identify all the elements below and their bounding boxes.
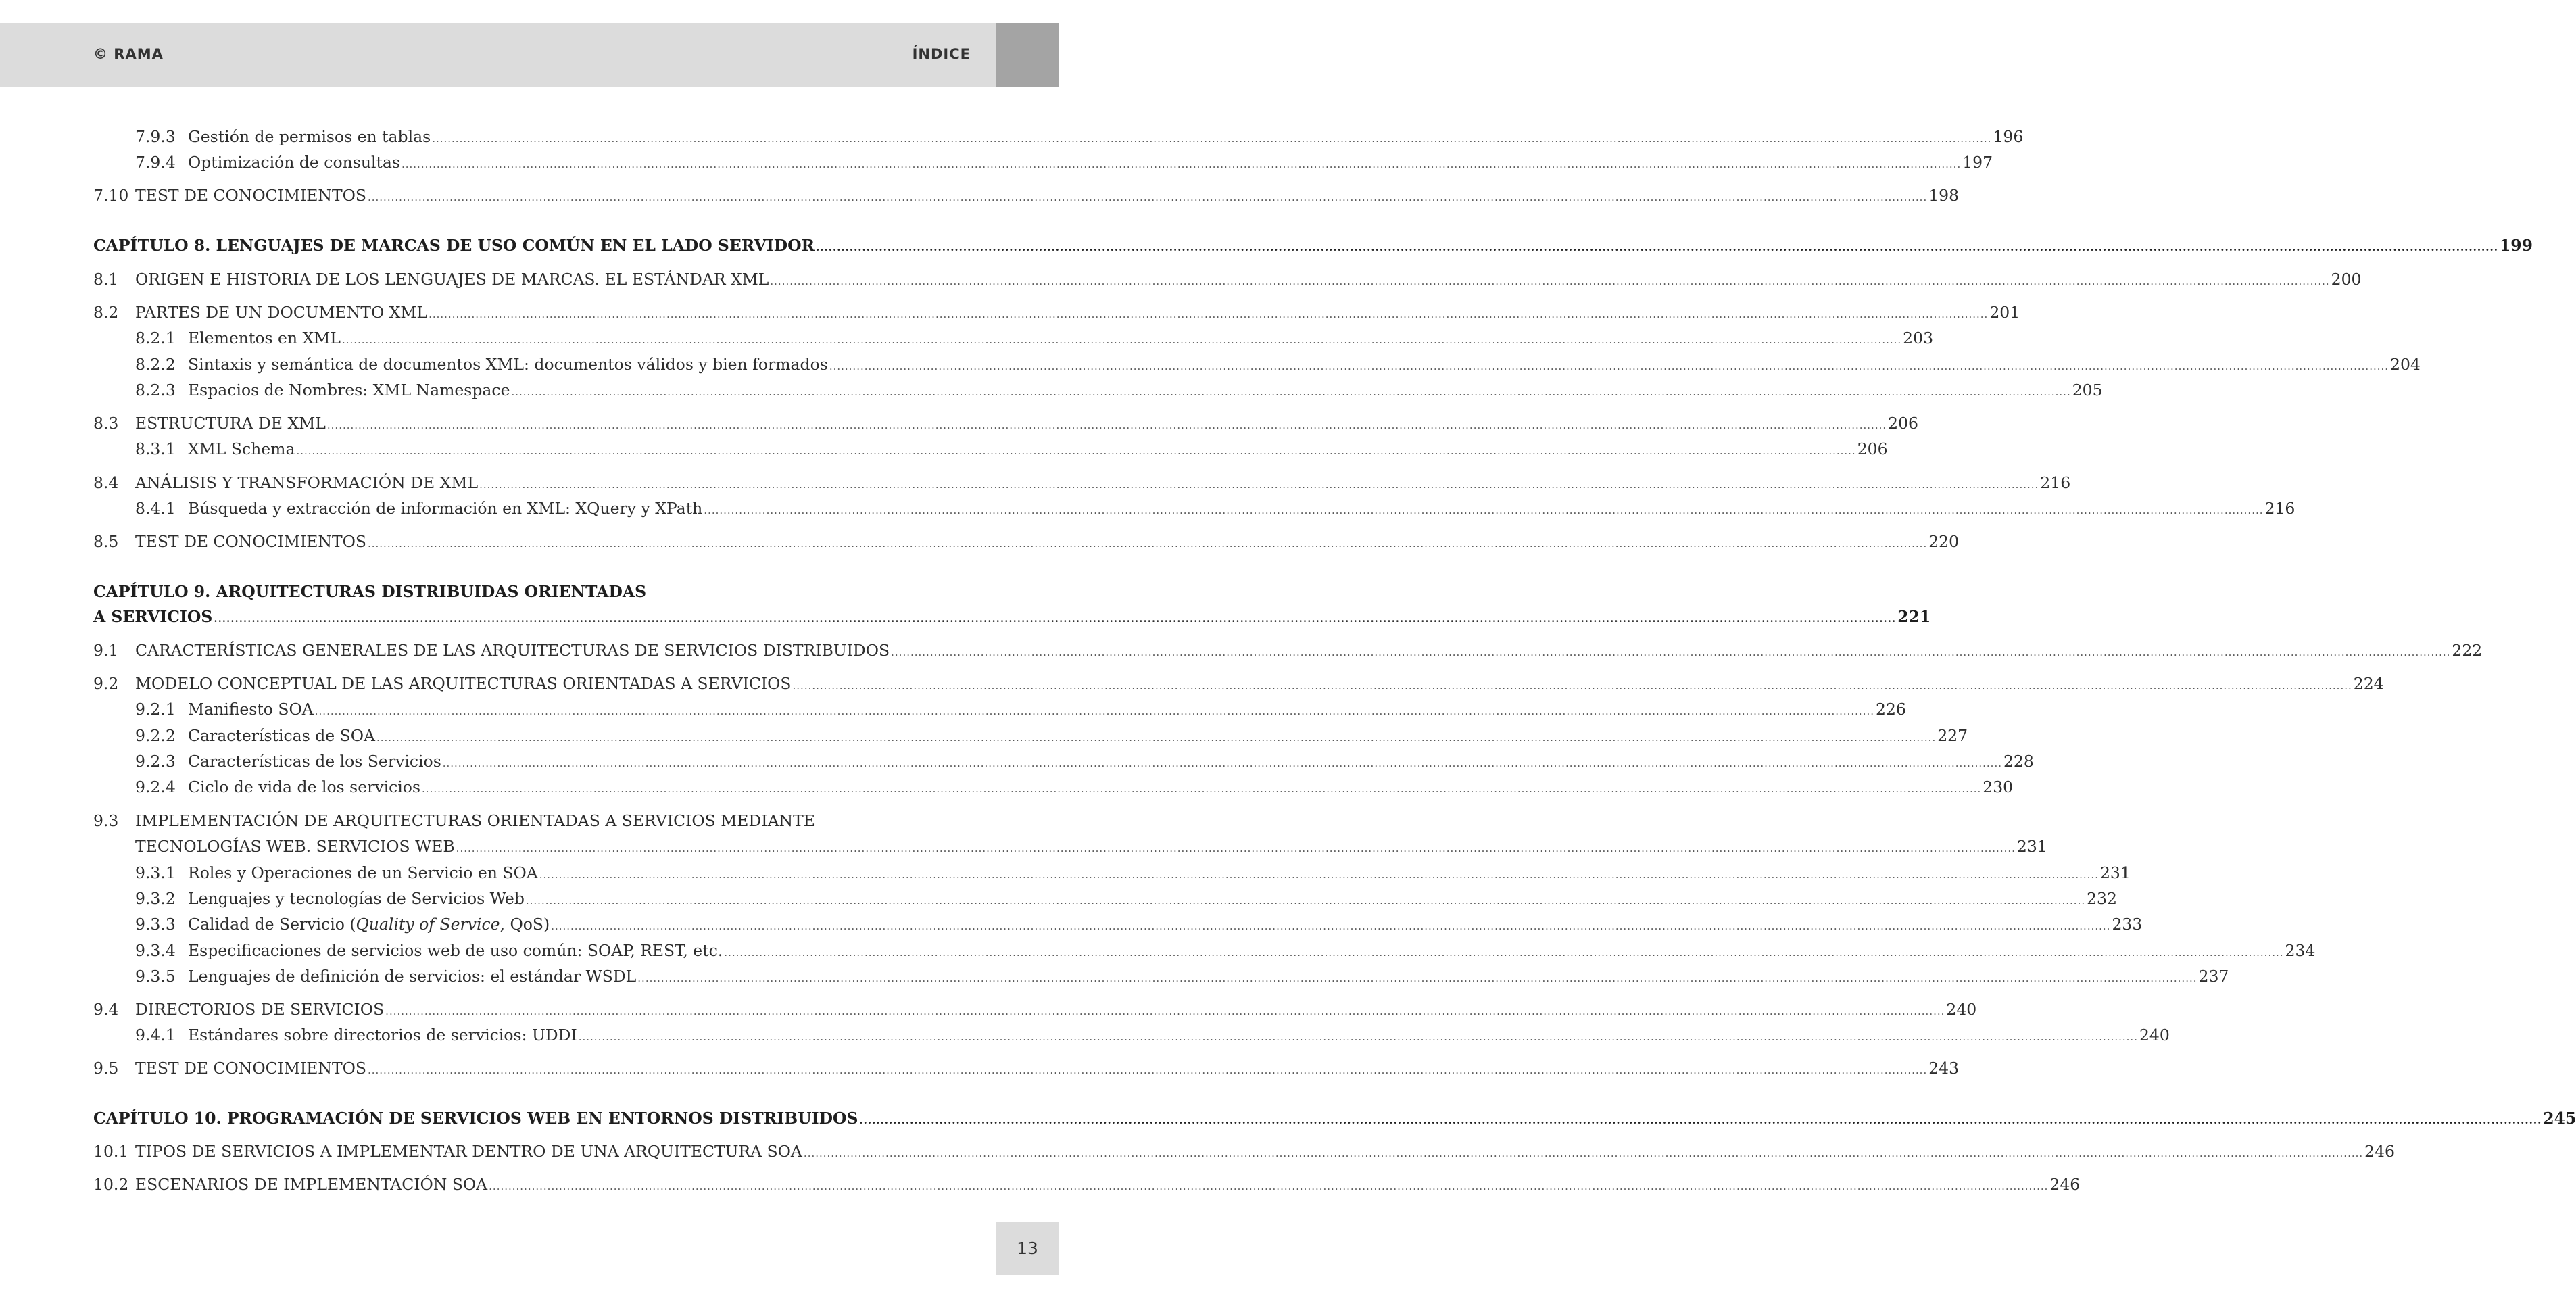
entry-page: 233	[2112, 915, 2143, 934]
dot-leader	[432, 127, 1991, 150]
entry-page: 243	[1928, 1059, 1960, 1078]
entry-title-italic: Quality of Service	[356, 915, 500, 934]
dot-leader	[368, 186, 1927, 209]
entry-title: TECNOLOGÍAS WEB. SERVICIOS WEB	[135, 837, 455, 856]
toc-entry[interactable]	[93, 861, 2131, 884]
toc-entry[interactable]	[135, 835, 2047, 858]
chapter-title: CAPÍTULO 10. PROGRAMACIÓN DE SERVICIOS WEB EN ENTORNOS DISTRIBUIDOS	[93, 1109, 858, 1128]
entry-number: 9.4	[93, 1000, 119, 1019]
header-copyright: © RAMA	[93, 46, 164, 62]
entry-title: Optimización de consultas	[188, 153, 400, 172]
entry-page: 205	[2072, 381, 2103, 400]
entry-number: 9.3.5	[135, 967, 176, 986]
toc-entry[interactable]	[93, 672, 2384, 695]
entry-number: 8.4.1	[135, 499, 176, 518]
entry-title: Búsqueda y extracción de información en XML: XQuery y XPath	[188, 499, 703, 518]
toc-entry[interactable]	[93, 151, 1993, 174]
toc-entry[interactable]	[93, 750, 2034, 773]
entry-number: 7.9.3	[135, 127, 176, 146]
toc-entry[interactable]	[93, 1057, 1960, 1080]
entry-page: 197	[1962, 153, 1993, 172]
entry-page: 231	[2016, 837, 2047, 856]
entry-page: 230	[1983, 777, 2014, 796]
entry-number: 10.2	[93, 1175, 129, 1194]
dot-leader	[429, 303, 1988, 326]
entry-number: 8.2.3	[135, 381, 176, 400]
dot-leader	[891, 641, 2450, 664]
toc-entry[interactable]	[93, 301, 2020, 324]
entry-title: Sintaxis y semántica de documentos XML: documentos válidos y bien formados	[188, 355, 828, 374]
page-number: 13	[1017, 1239, 1038, 1258]
chapter-page: 245	[2543, 1109, 2576, 1128]
toc-entry[interactable]	[93, 353, 2421, 376]
toc-entry[interactable]	[93, 913, 2143, 936]
entry-number: 9.5	[93, 1059, 119, 1078]
entry-page: 216	[2264, 499, 2295, 518]
entry-title: DIRECTORIOS DE SERVICIOS	[135, 1000, 385, 1019]
entry-number: 9.2.2	[135, 726, 176, 745]
entry-number: 9.3.1	[135, 863, 176, 882]
dot-leader	[376, 726, 1936, 749]
dot-leader	[511, 381, 2070, 404]
entry-number: 8.1	[93, 270, 119, 289]
entry-page: 237	[2198, 967, 2229, 986]
entry-number: 7.9.4	[135, 153, 176, 172]
toc-entry[interactable]	[93, 724, 1968, 747]
entry-title: XML Schema	[188, 439, 295, 458]
entry-number: 9.3	[93, 811, 119, 830]
toc-entry[interactable]	[93, 698, 1906, 721]
entry-page: 246	[2364, 1142, 2396, 1161]
entry-number: 8.4	[93, 473, 119, 492]
entry-number: 9.3.3	[135, 915, 176, 934]
entry-title: MODELO CONCEPTUAL DE LAS ARQUITECTURAS ORIENTADAS A SERVICIOS	[135, 674, 792, 693]
entry-page: 232	[2087, 889, 2117, 908]
entry-number: 8.2.2	[135, 355, 176, 374]
entry-title: TEST DE CONOCIMIENTOS	[135, 532, 366, 551]
entry-title: ORIGEN E HISTORIA DE LOS LENGUAJES DE MARCAS. EL ESTÁNDAR XML	[135, 270, 769, 289]
dot-leader	[859, 1109, 2542, 1132]
entry-page: 204	[2390, 355, 2421, 374]
dot-leader	[402, 153, 1961, 176]
entry-page: 203	[1903, 329, 1934, 347]
entry-title: ESTRUCTURA DE XML	[135, 414, 326, 433]
entry-number: 8.3	[93, 414, 119, 433]
toc-entry[interactable]	[93, 1173, 2081, 1196]
entry-title-text: Calidad de Servicio (	[188, 915, 356, 934]
entry-page: 200	[2331, 270, 2362, 289]
toc-entry[interactable]	[93, 998, 1977, 1021]
toc-entry[interactable]	[93, 775, 2014, 798]
toc-entry[interactable]	[93, 965, 2229, 988]
entry-number: 8.2	[93, 303, 119, 322]
dot-leader	[422, 777, 1981, 800]
toc-entry-line1	[93, 809, 815, 832]
dot-leader	[793, 674, 2352, 697]
entry-page: 231	[2099, 863, 2131, 882]
dot-leader	[579, 1026, 2138, 1049]
entry-title: Roles y Operaciones de un Servicio en SOA	[188, 863, 538, 882]
toc-entry[interactable]	[93, 437, 1888, 460]
entry-number: 8.5	[93, 532, 119, 551]
dot-leader	[704, 499, 2263, 522]
entry-page: 222	[2452, 641, 2483, 660]
dot-leader	[456, 837, 2016, 860]
entry-page: 220	[1928, 532, 1960, 551]
entry-page: 240	[2139, 1026, 2170, 1044]
entry-title-text: , QoS)	[500, 915, 550, 934]
entry-page: 224	[2353, 674, 2384, 693]
dot-leader	[770, 270, 2329, 293]
entry-title: Especificaciones de servicios web de uso común: SOAP, REST, etc.	[188, 941, 723, 960]
entry-title: Estándares sobre directorios de servicios: UDDI	[188, 1026, 577, 1044]
entry-title: ANÁLISIS Y TRANSFORMACIÓN DE XML	[135, 473, 479, 492]
entry-title	[188, 913, 550, 936]
toc-entry[interactable]	[93, 268, 2362, 291]
dot-leader	[342, 329, 1901, 352]
chapter-page: 199	[2499, 236, 2533, 255]
toc-entry[interactable]	[93, 639, 2483, 662]
entry-number: 10.1	[93, 1142, 129, 1161]
chapter-entry[interactable]	[93, 234, 2533, 257]
dot-leader	[214, 607, 1896, 630]
dot-leader	[368, 1059, 1927, 1082]
toc-entry[interactable]	[93, 327, 1934, 350]
header-section-title: ÍNDICE	[912, 46, 971, 62]
chapter-page: 221	[1897, 607, 1931, 626]
dot-leader	[637, 967, 2197, 990]
entry-title: Ciclo de vida de los servicios	[188, 777, 421, 796]
dot-leader	[479, 473, 2039, 496]
entry-title: Espacios de Nombres: XML Namespace	[188, 381, 510, 400]
dot-leader	[315, 700, 1874, 723]
entry-title: Lenguajes y tecnologías de Servicios Web	[188, 889, 525, 908]
entry-number: 8.2.1	[135, 329, 176, 347]
entry-page: 227	[1937, 726, 1968, 745]
entry-number: 9.2	[93, 674, 119, 693]
entry-number: 9.3.4	[135, 941, 176, 960]
entry-number: 9.2.4	[135, 777, 176, 796]
chapter-entry[interactable]	[93, 605, 1931, 628]
entry-number: 7.10	[93, 186, 129, 205]
entry-page: 226	[1876, 700, 1906, 719]
dot-leader	[443, 752, 2002, 775]
entry-page: 196	[1993, 127, 2024, 146]
entry-title: TEST DE CONOCIMIENTOS	[135, 186, 366, 205]
entry-title: Lenguajes de definición de servicios: el estándar WSDL	[188, 967, 637, 986]
toc-entry[interactable]	[93, 497, 2295, 520]
toc-entry[interactable]	[93, 379, 2103, 402]
entry-title-line1: IMPLEMENTACIÓN DE ARQUITECTURAS ORIENTADAS A SERVICIOS MEDIANTE	[135, 811, 815, 830]
toc-entry[interactable]	[93, 412, 1918, 435]
entry-page: 206	[1857, 439, 1888, 458]
toc-entry[interactable]	[93, 1140, 2396, 1163]
entry-number: 8.3.1	[135, 439, 176, 458]
toc-entry[interactable]	[93, 939, 2316, 962]
toc-entry[interactable]	[93, 125, 2024, 148]
entry-page: 206	[1888, 414, 1918, 433]
entry-number: 9.4.1	[135, 1026, 176, 1044]
entry-title: PARTES DE UN DOCUMENTO XML	[135, 303, 428, 322]
entry-number: 9.1	[93, 641, 119, 660]
dot-leader	[829, 355, 2389, 378]
entry-title: Gestión de permisos en tablas	[188, 127, 431, 146]
dot-leader	[489, 1175, 2048, 1198]
dot-leader	[368, 532, 1927, 555]
entry-title: Elementos en XML	[188, 329, 341, 347]
toc-entry[interactable]	[93, 530, 1960, 553]
chapter-title: A SERVICIOS	[93, 607, 213, 626]
dot-leader	[551, 915, 2110, 938]
dot-leader	[804, 1142, 2363, 1165]
entry-number: 9.2.3	[135, 752, 176, 771]
header-tab	[996, 23, 1059, 87]
entry-number: 9.3.2	[135, 889, 176, 908]
dot-leader	[385, 1000, 1945, 1023]
dot-leader	[526, 889, 2085, 912]
entry-title: Características de los Servicios	[188, 752, 441, 771]
entry-title: TIPOS DE SERVICIOS A IMPLEMENTAR DENTRO DE UNA ARQUITECTURA SOA	[135, 1142, 802, 1161]
chapter-title: CAPÍTULO 8. LENGUAJES DE MARCAS DE USO COMÚN EN EL LADO SERVIDOR	[93, 236, 815, 255]
entry-page: 198	[1928, 186, 1960, 205]
dot-leader	[816, 236, 2498, 259]
entry-page: 228	[2003, 752, 2034, 771]
chapter-title-line1: CAPÍTULO 9. ARQUITECTURAS DISTRIBUIDAS ORIENTADAS	[93, 582, 647, 601]
dot-leader	[327, 414, 1887, 437]
toc-entry[interactable]	[93, 471, 2071, 494]
entry-title: ESCENARIOS DE IMPLEMENTACIÓN SOA	[135, 1175, 488, 1194]
toc-entry[interactable]	[93, 184, 1960, 207]
entry-page: 246	[2049, 1175, 2081, 1194]
entry-page: 234	[2285, 941, 2316, 960]
entry-number: 9.2.1	[135, 700, 176, 719]
dot-leader	[296, 439, 1855, 462]
entry-title: TEST DE CONOCIMIENTOS	[135, 1059, 366, 1078]
toc-entry[interactable]	[93, 1024, 2170, 1047]
entry-page: 201	[1989, 303, 2020, 322]
entry-title: Características de SOA	[188, 726, 375, 745]
entry-title: CARACTERÍSTICAS GENERALES DE LAS ARQUITECTURAS DE SERVICIOS DISTRIBUIDOS	[135, 641, 890, 660]
entry-page: 216	[2040, 473, 2071, 492]
chapter-entry[interactable]	[93, 1107, 2576, 1130]
dot-leader	[724, 941, 2283, 964]
dot-leader	[539, 863, 2099, 886]
entry-page: 240	[1946, 1000, 1977, 1019]
entry-title: Manifiesto SOA	[188, 700, 314, 719]
toc-entry[interactable]	[93, 887, 2117, 910]
